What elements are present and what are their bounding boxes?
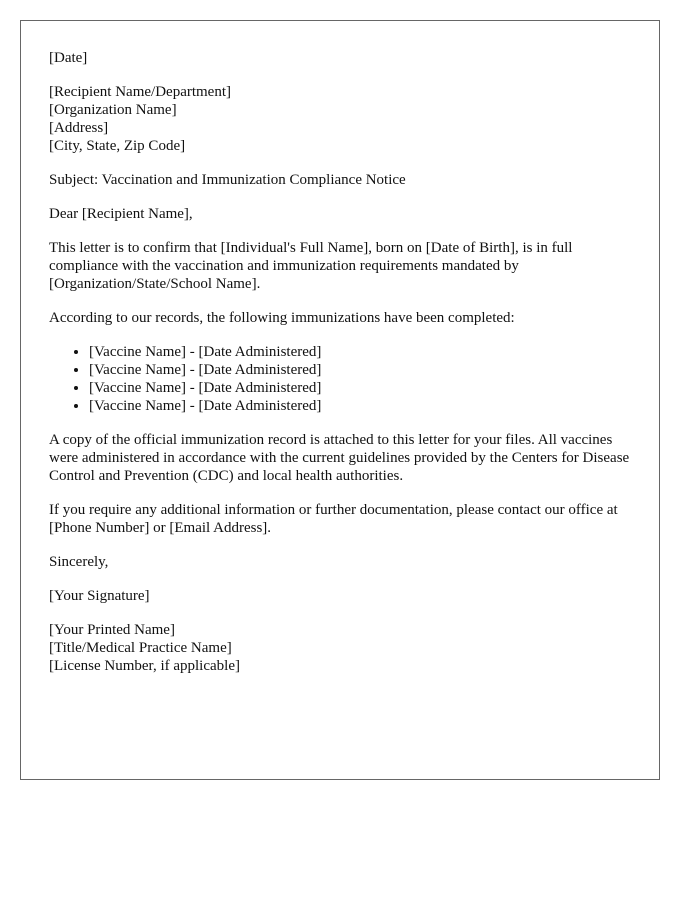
signer-license: [License Number, if applicable] [49, 658, 240, 674]
paragraph-attached: A copy of the official immunization record is attached to this letter for your files. All vaccines were administered in accordance with the current guidelines provided by the Centers for Disease Control and Prevention (CDC) and local health authorities. [49, 432, 630, 484]
recipient-address: [Address] [49, 120, 109, 136]
letter-signature: [Your Signature] [49, 588, 150, 604]
recipient-address-block [49, 83, 631, 155]
signer-title-practice: [Title/Medical Practice Name] [49, 640, 232, 656]
letter-subject: Subject: Vaccination and Immunization Compliance Notice [49, 172, 406, 188]
recipient-city-state-zip: [City, State, Zip Code] [49, 138, 186, 154]
signer-printed-name: [Your Printed Name] [49, 622, 175, 638]
recipient-organization: [Organization Name] [49, 102, 177, 118]
letter-date: [Date] [49, 50, 88, 66]
signer-block [49, 621, 631, 675]
immunization-item: • [Vaccine Name] - [Date Administered] [89, 397, 631, 415]
immunization-item: • [Vaccine Name] - [Date Administered] [89, 343, 631, 361]
letter-page [20, 20, 660, 780]
immunization-item: • [Vaccine Name] - [Date Administered] [89, 379, 631, 397]
letter-closing: Sincerely, [49, 554, 109, 570]
immunization-item: • [Vaccine Name] - [Date Administered] [89, 361, 631, 379]
paragraph-records: According to our records, the following immunizations have been completed: [49, 310, 515, 326]
paragraph-contact: If you require any additional information or further documentation, please contact our office at [Phone Number] or [Email Address]. [49, 502, 618, 536]
letter-salutation: Dear [Recipient Name], [49, 206, 193, 222]
recipient-name-department: [Recipient Name/Department] [49, 84, 232, 100]
immunization-list [49, 343, 631, 415]
paragraph-confirm: This letter is to confirm that [Individual's Full Name], born on [Date of Birth], is in full compliance with the vaccination and immunization requirements mandated by [Organization/State/School Name]. [49, 240, 573, 292]
